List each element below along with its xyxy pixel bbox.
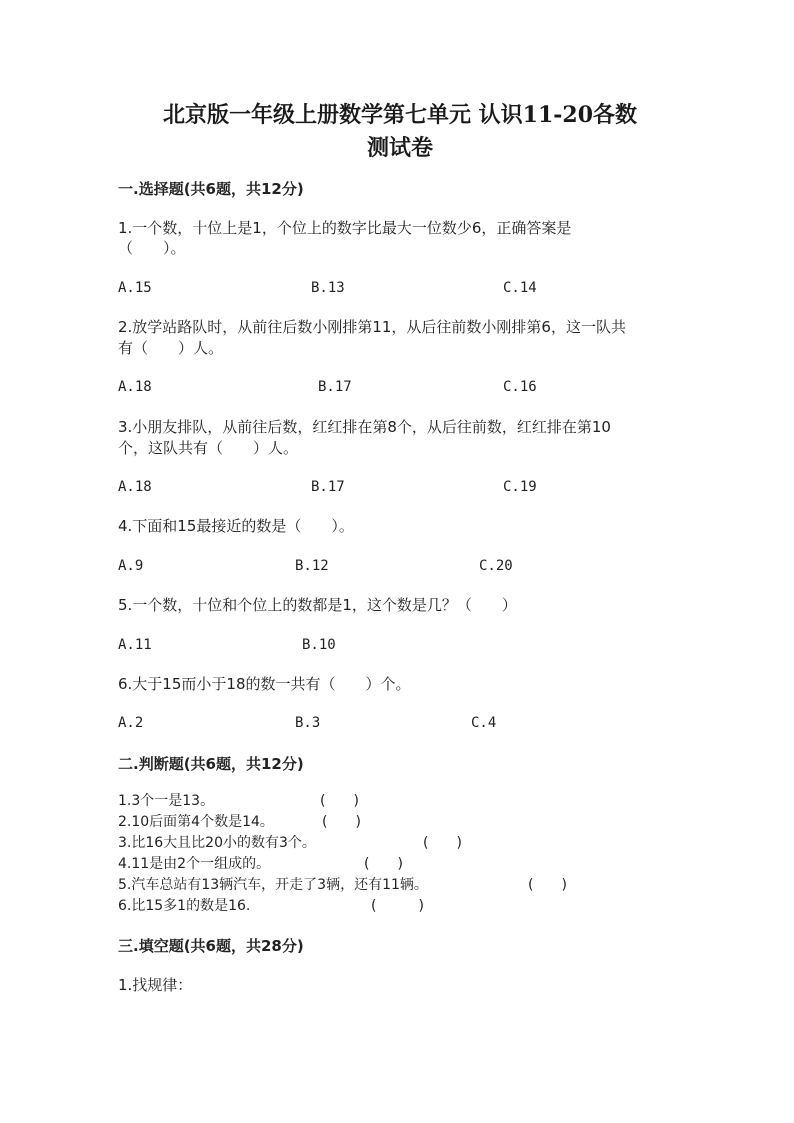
option-c: C.14 <box>503 280 537 296</box>
question-text-continued: 有（ ）人。 <box>118 339 224 357</box>
option-b: B.17 <box>318 379 352 395</box>
option-a: A.18 <box>118 479 152 495</box>
question-text: 6.大于15而小于18的数一共有（ ）个。 <box>118 675 411 693</box>
question-text: 4.下面和15最接近的数是（ ）。 <box>118 517 354 535</box>
option-a: A.18 <box>118 379 152 395</box>
answer-blank: ( ) <box>371 898 424 914</box>
question-text: 2.放学站路队时，从前往后数小刚排第11，从后往前数小刚排第6，这一队共 <box>118 318 626 336</box>
judge-item <box>118 876 428 894</box>
section-heading-judge: 二.判断题(共6题，共12分) <box>118 755 304 773</box>
question-text-continued: （ ）。 <box>118 239 186 257</box>
answer-blank: ( ) <box>364 856 403 872</box>
judge-item <box>118 792 214 810</box>
judge-text: 5.汽车总站有13辆汽车，开走了3辆，还有11辆。 <box>118 877 428 893</box>
option-c: C.20 <box>479 558 513 574</box>
judge-text: 6.比15多1的数是16. <box>118 898 251 914</box>
option-a: A.11 <box>118 637 152 653</box>
judge-text: 1.3个一是13。 <box>118 793 215 809</box>
option-b: B.12 <box>295 558 329 574</box>
option-a: A.15 <box>118 280 152 296</box>
option-c: C.16 <box>503 379 537 395</box>
answer-blank: ( ) <box>423 835 462 851</box>
judge-item <box>118 834 316 852</box>
option-b: B.10 <box>302 637 336 653</box>
question-text: 5.一个数，十位和个位上的数都是1，这个数是几？（ ） <box>118 596 517 614</box>
section-heading-fill: 三.填空题(共6题，共28分) <box>118 937 304 955</box>
judge-text: 4.11是由2个一组成的。 <box>118 856 271 872</box>
page-title-continued: 测试卷 <box>366 135 433 161</box>
option-c: C.4 <box>471 715 497 731</box>
option-c: C.19 <box>503 479 537 495</box>
option-b: B.17 <box>311 479 345 495</box>
judge-item <box>118 855 270 873</box>
answer-blank: ( ) <box>322 814 361 830</box>
answer-blank: ( ) <box>528 877 567 893</box>
option-b: B.3 <box>295 715 321 731</box>
judge-text: 3.比16大且比20小的数有3个。 <box>118 835 316 851</box>
option-a: A.2 <box>118 715 144 731</box>
judge-text: 2.10后面第4个数是14。 <box>118 814 274 830</box>
option-b: B.13 <box>311 280 345 296</box>
option-a: A.9 <box>118 558 144 574</box>
question-text: 1.找规律： <box>118 976 193 994</box>
judge-item <box>118 813 274 831</box>
judge-item <box>118 897 250 915</box>
question-text: 3.小朋友排队，从前往后数，红红排在第8个，从后往前数，红红排在第10 <box>118 418 611 436</box>
section-heading-choice: 一.选择题(共6题，共12分) <box>118 180 304 198</box>
answer-blank: ( ) <box>320 793 359 809</box>
page-title: 北京版一年级上册数学第七单元 认识11-20各数 <box>162 102 638 128</box>
question-text: 1.一个数，十位上是1，个位上的数字比最大一位数少6，正确答案是 <box>118 219 572 237</box>
question-text-continued: 个，这队共有（ ）人。 <box>118 439 299 457</box>
